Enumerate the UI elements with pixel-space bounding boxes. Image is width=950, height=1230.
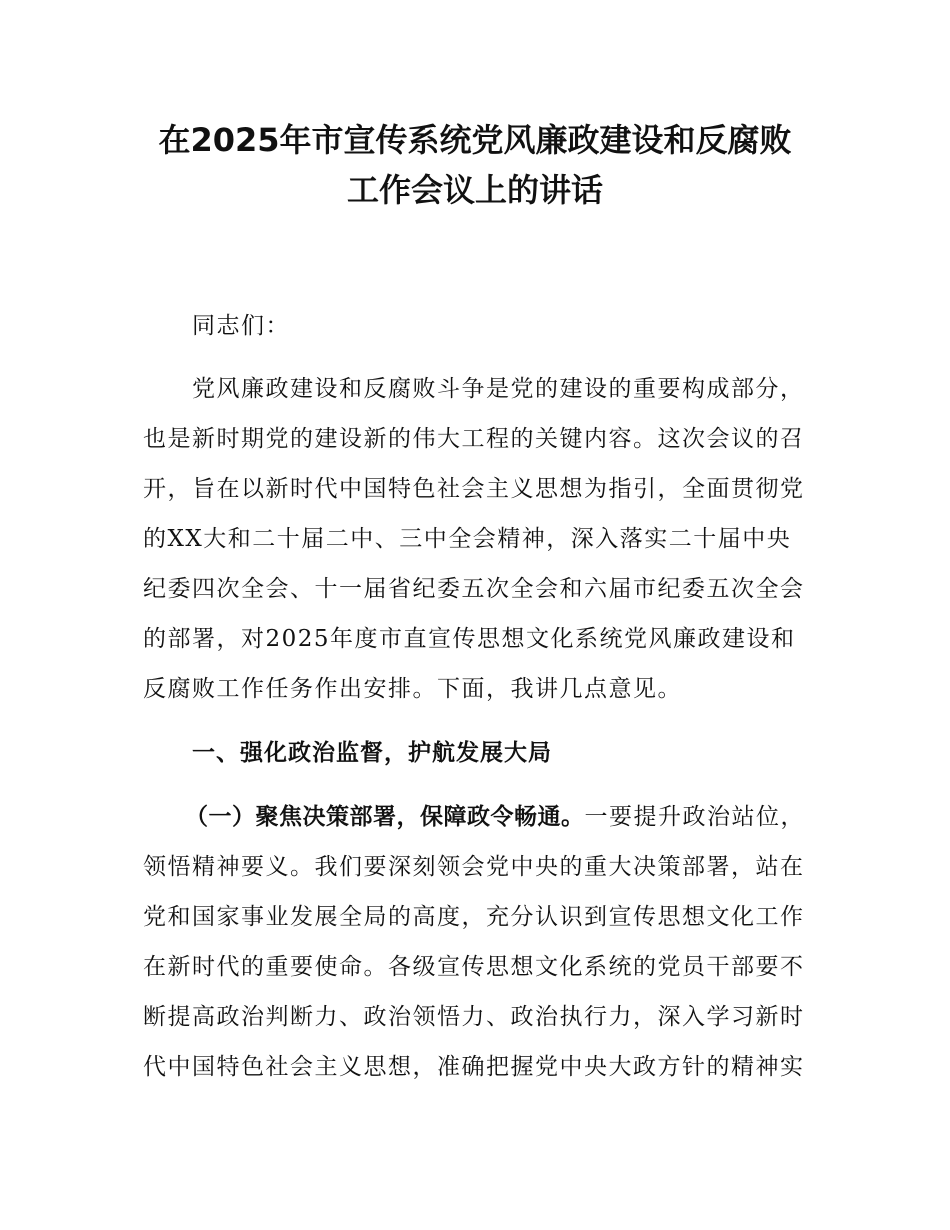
subsection-1-bold-lead: （一）聚焦决策部署，保障政令畅通。 [185,804,585,830]
subsection-1-line-3: 党和国家事业发展全局的高度，充分认识到宣传思想文化工作 [143,904,805,930]
intro-line-7: 反腐败工作任务作出安排。下面，我讲几点意见。 [143,676,682,702]
subsection-1-line-6: 代中国特色社会主义思想，准确把握党中央大政方针的精神实 [143,1054,805,1080]
document-title-line-2: 工作会议上的讲话 [346,171,603,209]
intro-line-6: 的部署，对2025年度市直宣传思想文化系统党风廉政建设和 [143,626,796,652]
intro-line-2: 也是新时期党的建设新的伟大工程的关键内容。这次会议的召 [143,426,805,452]
subsection-1-first-line-rest: 一要提升政治站位， [584,804,805,830]
intro-line-4: 的XX大和二十届二中、三中全会精神，深入落实二十届中央 [143,526,792,552]
intro-line-1: 党风廉政建设和反腐败斗争是党的建设的重要构成部分， [192,376,805,402]
subsection-1-first-line [185,801,805,833]
intro-line-3: 开，旨在以新时代中国特色社会主义思想为指引，全面贯彻党 [143,476,805,502]
section-1-heading: 一、强化政治监督，护航发展大局 [192,740,552,766]
intro-line-5: 纪委四次全会、十一届省纪委五次全会和六届市纪委五次全会 [143,576,805,602]
salutation: 同志们： [192,313,290,339]
document-title-line-1: 在2025年市宣传系统党风廉政建设和反腐败 [158,121,792,159]
subsection-1-line-5: 断提高政治判断力、政治领悟力、政治执行力，深入学习新时 [143,1004,805,1030]
subsection-1-line-2: 领悟精神要义。我们要深刻领会党中央的重大决策部署，站在 [143,854,805,880]
subsection-1-line-4: 在新时代的重要使命。各级宣传思想文化系统的党员干部要不 [143,954,805,980]
